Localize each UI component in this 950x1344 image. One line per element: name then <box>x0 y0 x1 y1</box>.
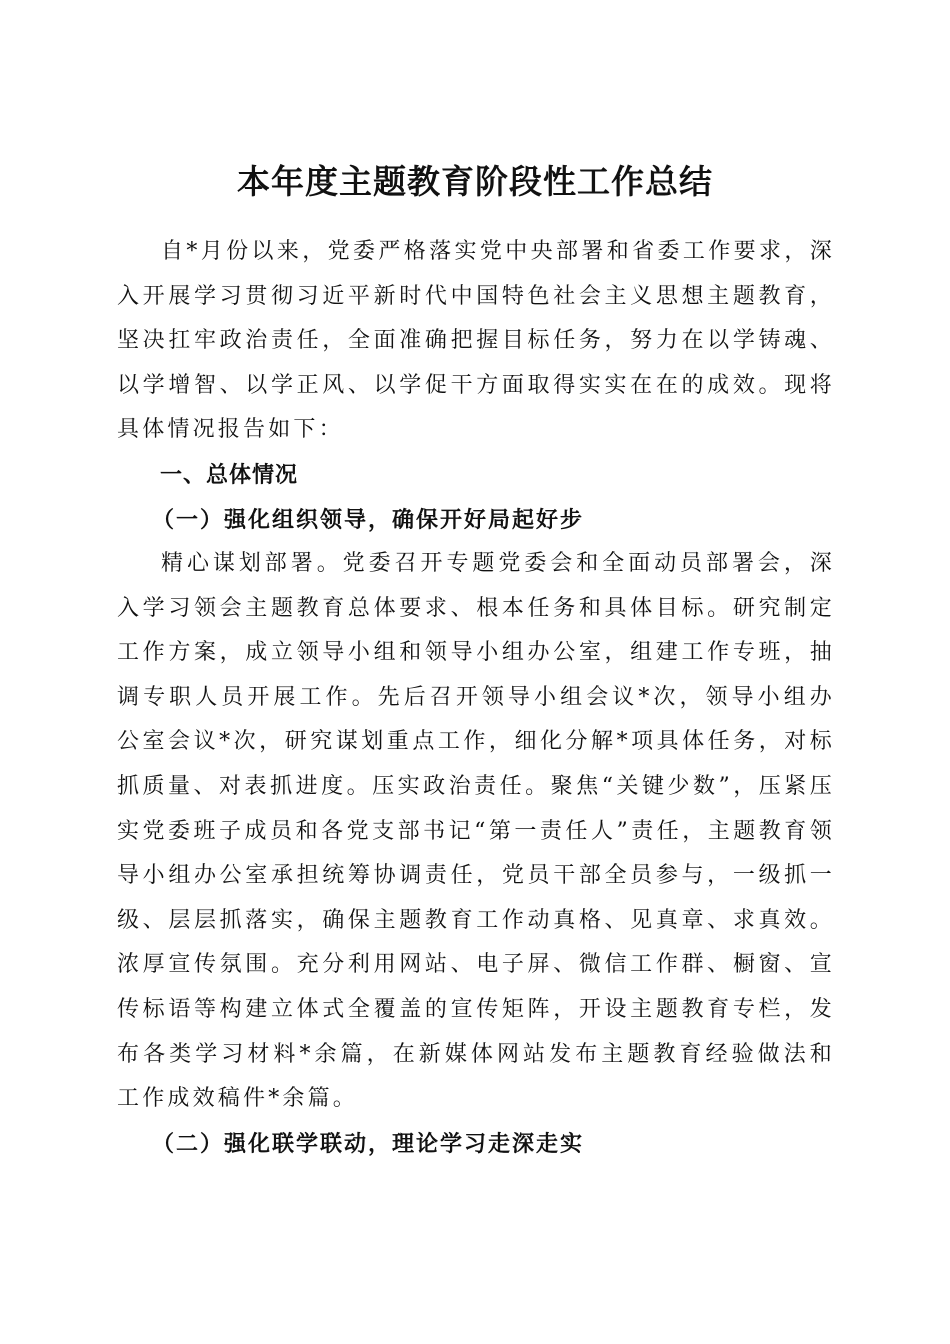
intro-paragraph: 自*月份以来，党委严格落实党中央部署和省委工作要求，深入开展学习贯彻习近平新时代中国特色社会主义思想主题教育，坚决扛牢政治责任，全面准确把握目标任务，努力在以学铸魂、以学增智、以学正风、以学促干方面取得实实在在的成效。现将具体情况报告如下： <box>117 239 835 443</box>
subsection-heading-organization: （一）强化组织领导，确保开好局起好步 <box>152 507 585 533</box>
document-title: 本年度主题教育阶段性工作总结 <box>237 162 713 202</box>
subsection-body-organization: 精心谋划部署。党委召开专题党委会和全面动员部署会，深入学习领会主题教育总体要求、根本任务和具体目标。研究制定工作方案，成立领导小组和领导小组办公室，组建工作专班，抽调专职人员开展工作。先后召开领导小组会议*次，领导小组办公室会议*次，研究谋划重点工作，细化分解*项具体任务，对标抓质量、对表抓进度。压实政治责任。聚焦“关键少数”，压紧压实党委班子成员和各党支部书记“第一责任人”责任，主题教育领导小组办公室承担统筹协调责任，党员干部全员参与，一级抓一级、层层抓落实，确保主题教育工作动真格、见真章、求真效。浓厚宣传氛围。充分利用网站、电子屏、微信工作群、橱窗、宣传标语等构建立体式全覆盖的宣传矩阵，开设主题教育专栏，发布各类学习材料*余篇，在新媒体网站发布主题教育经验做法和工作成效稿件*余篇。 <box>117 551 835 1112</box>
subsection-heading-study: （二）强化联学联动，理论学习走深走实 <box>152 1131 585 1157</box>
section-heading-overview: 一、总体情况 <box>160 463 299 488</box>
